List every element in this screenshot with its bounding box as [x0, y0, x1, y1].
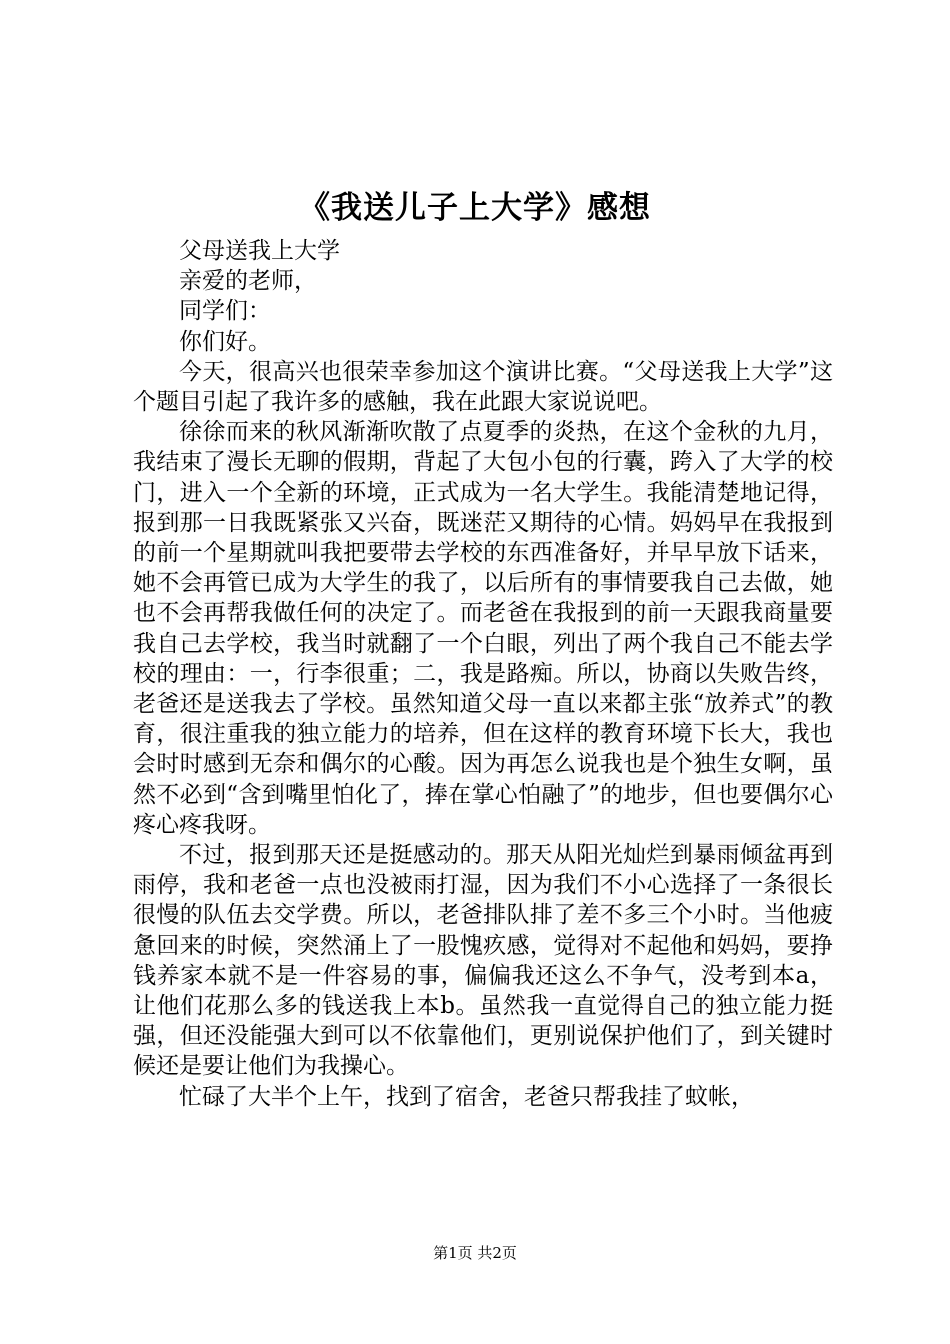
paragraph: 今天，很高兴也很荣幸参加这个演讲比赛。“父母送我上大学”这个题目引起了我许多的感触，我在此跟大家说说吧。: [133, 358, 833, 416]
document-title: 《我送儿子上大学》感想: [299, 190, 651, 226]
paragraph: 亲爱的老师，: [179, 268, 317, 295]
paragraph: 父母送我上大学: [179, 238, 340, 264]
paragraph: 忙碌了大半个上午，找到了宿舍，老爸只帮我挂了蚊帐，: [179, 1083, 754, 1110]
paragraph: 你们好。: [179, 328, 271, 355]
paragraph: 不过，报到那天还是挺感动的。那天从阳光灿烂到暴雨倾盆再到雨停，我和老爸一点也没被雨打湿，因为我们不小心选择了一条很长很慢的队伍去交学费。所以，老爸排队排了差不多三个小时。当他疲惫回来的时候，突然涌上了一股愧疚感，觉得对不起他和妈妈，要挣钱养家本就不是一件容易的事，偏偏我还这么不争气，没考到本a，让他们花那么多的钱送我上本b。虽然我一直觉得自己的独立能力挺强，但还没能强大到可以不依靠他们，更别说保护他们了，到关键时候还是要让他们为我操心。: [133, 842, 833, 1080]
paragraph: 徐徐而来的秋风渐渐吹散了点夏季的炎热，在这个金秋的九月，我结束了漫长无聊的假期，背起了大包小包的行囊，跨入了大学的校门，进入一个全新的环境，正式成为一名大学生。我能清楚地记得，报到那一日我既紧张又兴奋，既迷茫又期待的心情。妈妈早在我报到的前一个星期就叫我把要带去学校的东西准备好，并早早放下话来，她不会再管已成为大学生的我了，以后所有的事情要我自己去做，她也不会再帮我做任何的决定了。而老爸在我报到的前一天跟我商量要我自己去学校，我当时就翻了一个白眼，列出了两个我自己不能去学校的理由：一，行李很重；二，我是路痴。所以，协商以失败告终，老爸还是送我去了学校。虽然知道父母一直以来都主张“放养式”的教育，很注重我的独立能力的培养，但在这样的教育环境下长大，我也会时时感到无奈和偶尔的心酸。因为再怎么说我也是个独生女啊，虽然不必到“含到嘴里怕化了，捧在掌心怕融了”的地步，但也要偶尔心疼心疼我呀。: [133, 419, 833, 838]
paragraph: 同学们：: [179, 298, 271, 325]
page-footer: 第1页 共2页: [433, 1244, 517, 1262]
document-body: [133, 236, 833, 1112]
